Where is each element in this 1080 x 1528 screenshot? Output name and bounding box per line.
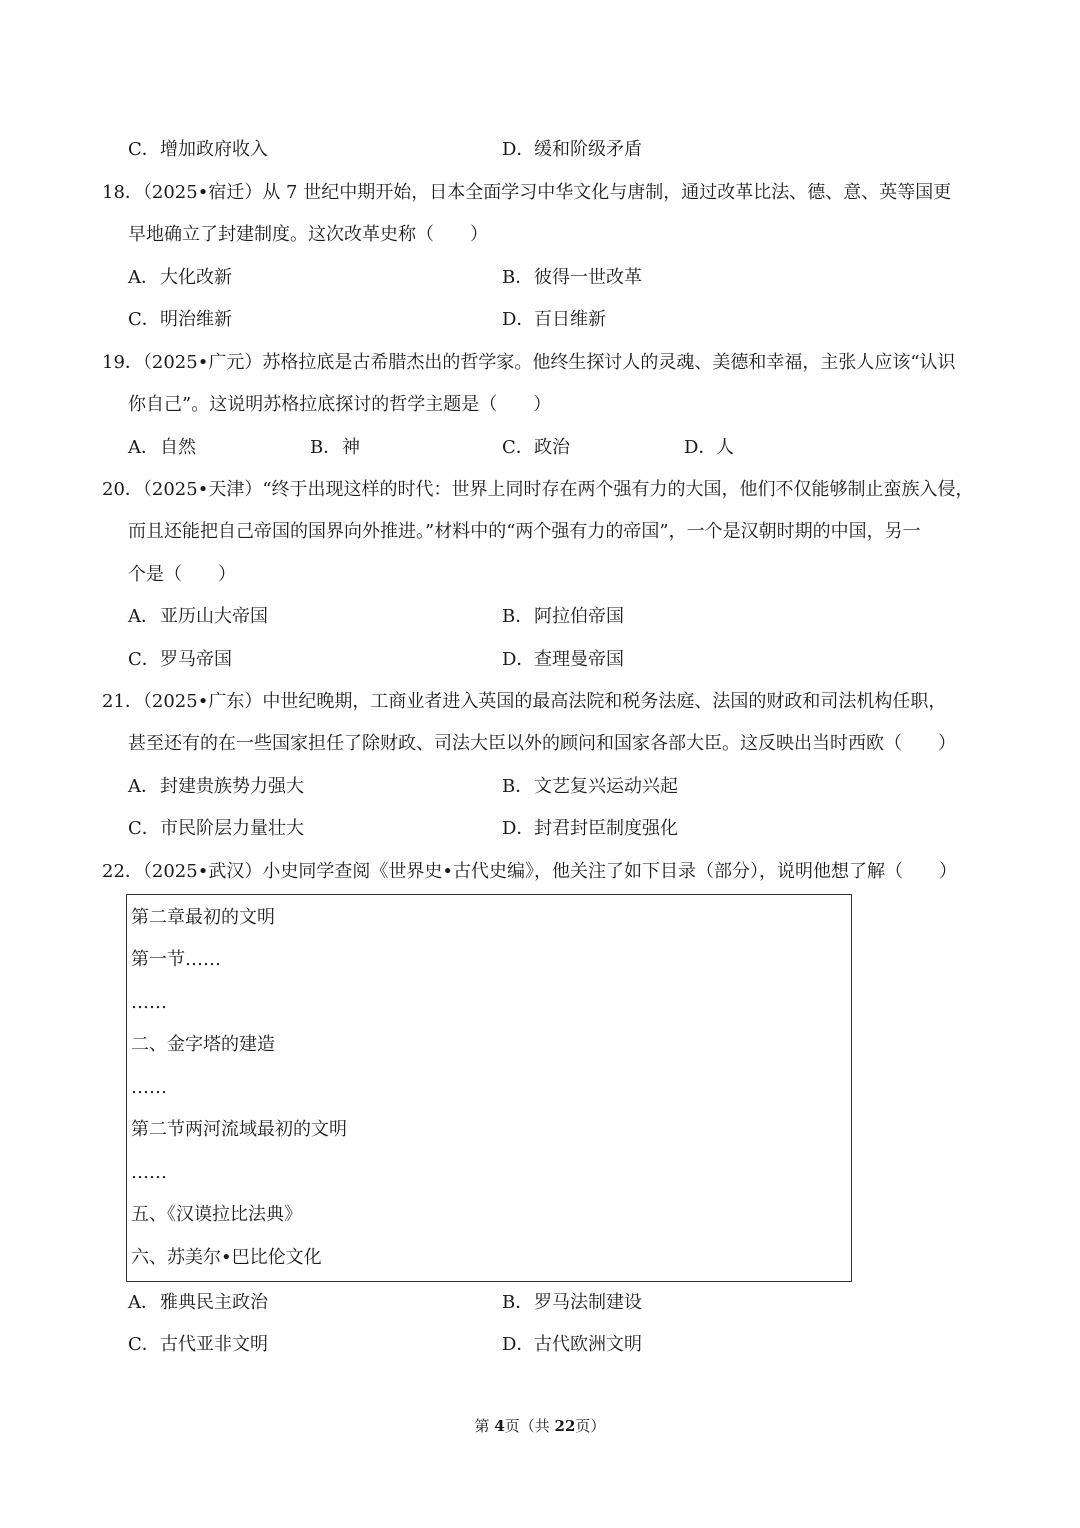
q21-option-a: A．封建贵族势力强大 <box>128 776 304 797</box>
q21-option-c: C．市民阶层力量壮大 <box>128 818 304 839</box>
q22-option-c: C．古代亚非文明 <box>128 1334 268 1355</box>
q18-option-a: A．大化改新 <box>128 267 232 288</box>
toc-line: …… <box>131 1077 167 1098</box>
q19-option-d: D．人 <box>684 437 734 458</box>
q20-option-d: D．查理曼帝国 <box>502 649 624 670</box>
q22-stem-line1: 22．（2025•武汉）小史同学查阅《世界史•古代史编》，他关注了如下目录（部分），说明他想了解（ ） <box>102 861 957 882</box>
toc-line: …… <box>131 992 167 1013</box>
toc-line: 二、金字塔的建造 <box>131 1034 275 1055</box>
q19-stem-line2: 你自己”。这说明苏格拉底探讨的哲学主题是（ ） <box>128 394 552 415</box>
q18-stem-line1: 18．（2025•宿迁）从 7 世纪中期开始，日本全面学习中华文化与唐制，通过改革比法、德、意、英等国更 <box>102 182 952 203</box>
q20-option-a: A．亚历山大帝国 <box>128 606 268 627</box>
q18-option-d: D．百日维新 <box>502 309 606 330</box>
q19-option-c: C．政治 <box>502 437 570 458</box>
q21-option-d: D．封君封臣制度强化 <box>502 818 678 839</box>
q21-stem-line2: 甚至还有的在一些国家担任了除财政、司法大臣以外的顾问和国家各部大臣。这反映出当时西欧（ ） <box>128 733 956 754</box>
q17-option-d: D．缓和阶级矛盾 <box>502 139 642 160</box>
q19-option-a: A．自然 <box>128 437 196 458</box>
total-pages: 22 <box>554 1417 576 1435</box>
page-number: 4 <box>494 1417 505 1435</box>
q20-option-b: B．阿拉伯帝国 <box>502 606 624 627</box>
q20-option-c: C．罗马帝国 <box>128 649 232 670</box>
toc-line: 六、苏美尔•巴比伦文化 <box>131 1247 322 1268</box>
q20-stem-line1: 20．（2025•天津）“终于出现这样的时代：世界上同时存在两个强有力的大国，他们不仅能够制止蛮族入侵， <box>102 479 974 500</box>
q22-option-b: B．罗马法制建设 <box>502 1292 642 1313</box>
q20-stem-line3: 个是（ ） <box>128 564 236 585</box>
page-footer: 第 4页（共 22页） <box>474 1417 606 1435</box>
q22-option-d: D．古代欧洲文明 <box>502 1334 642 1355</box>
q18-stem-line2: 早地确立了封建制度。这次改革史称（ ） <box>128 224 488 245</box>
toc-line: 五、《汉谟拉比法典》 <box>131 1204 302 1225</box>
q20-stem-line2: 而且还能把自己帝国的国界向外推进。”材料中的“两个强有力的帝国”，一个是汉朝时期的中国，另一 <box>128 521 921 542</box>
q17-option-c: C．增加政府收入 <box>128 139 268 160</box>
q19-option-b: B．神 <box>310 437 360 458</box>
table-of-contents-box <box>126 894 852 1282</box>
toc-line: 第二节两河流域最初的文明 <box>131 1119 347 1140</box>
q21-stem-line1: 21．（2025•广东）中世纪晚期，工商业者进入英国的最高法院和税务法庭、法国的财政和司法机构任职， <box>102 691 947 712</box>
q21-option-b: B．文艺复兴运动兴起 <box>502 776 678 797</box>
toc-line: …… <box>131 1162 167 1183</box>
toc-line: 第二章最初的文明 <box>131 907 275 928</box>
q18-option-b: B．彼得一世改革 <box>502 267 642 288</box>
q22-option-a: A．雅典民主政治 <box>128 1292 268 1313</box>
q18-option-c: C．明治维新 <box>128 309 232 330</box>
q19-stem-line1: 19．（2025•广元）苏格拉底是古希腊杰出的哲学家。他终生探讨人的灵魂、美德和幸福，主张人应该“认识 <box>102 352 956 373</box>
toc-line: 第一节…… <box>131 949 221 970</box>
